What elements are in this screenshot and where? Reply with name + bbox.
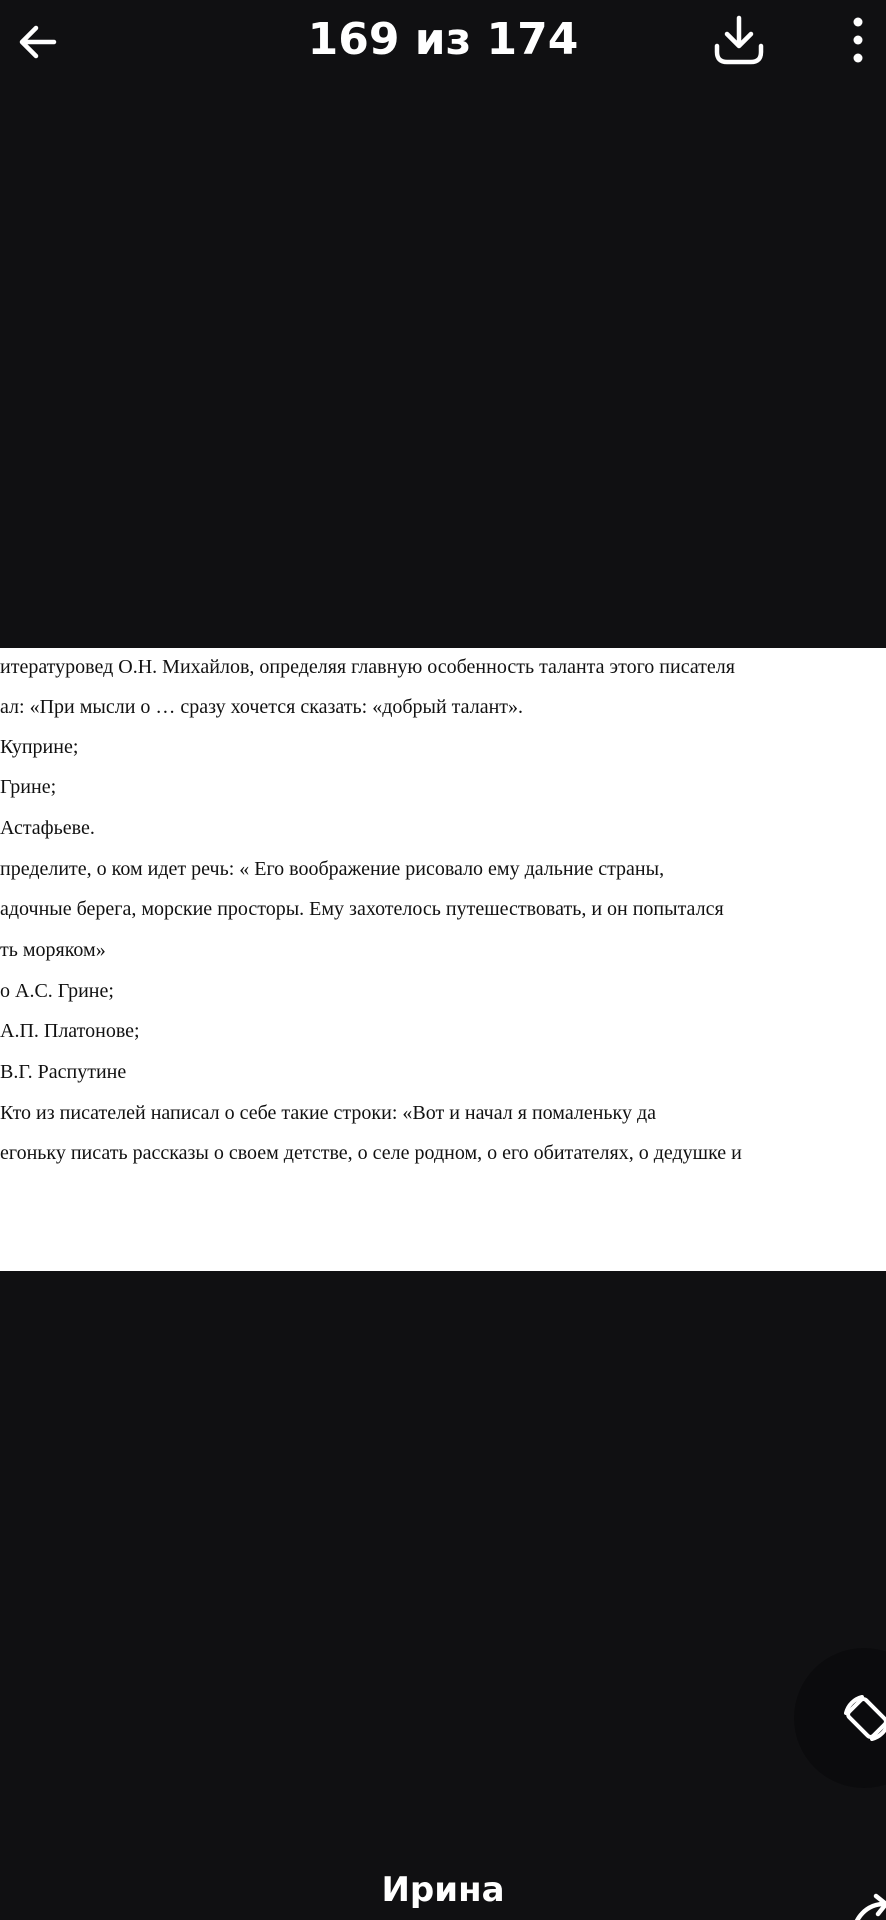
document-line: Астафьеве. (0, 817, 95, 839)
document-image (0, 648, 886, 1271)
document-line: Кто из писателей написал о себе такие строки: «Вот и начал я помаленьку да (0, 1102, 657, 1124)
arrow-left-icon (14, 18, 62, 66)
back-button[interactable] (10, 14, 66, 70)
document-line: о А.С. Грине; (0, 980, 114, 1002)
screen-rotation-icon (840, 1691, 886, 1745)
more-options-button[interactable] (836, 10, 880, 70)
rotate-button[interactable] (794, 1648, 886, 1788)
more-vertical-icon (850, 15, 866, 65)
document-line: В.Г. Распутине (0, 1061, 127, 1083)
download-icon (710, 12, 768, 70)
document-line: А.П. Платонове; (0, 1020, 140, 1042)
page-counter: 169 из 174 (307, 14, 579, 65)
document-line: адочные берега, морские просторы. Ему захотелось путешествовать, и он попытался (0, 898, 724, 920)
document-line: ал: «При мысли о … сразу хочется сказать: «добрый талант». (0, 696, 524, 718)
document-line: итературовед О.Н. Михайлов, определяя главную особенность таланта этого писателя (0, 656, 735, 678)
document-line: егоньку писать рассказы о своем детстве, о селе родном, о его обитателях, о дедушке и (0, 1142, 742, 1164)
sender-name: Ирина (381, 1870, 505, 1910)
document-line: пределите, о ком идет речь: « Его воображение рисовало ему дальние страны, (0, 858, 665, 880)
document-line: Грине; (0, 776, 57, 798)
top-bar (0, 0, 886, 80)
document-line: Куприне; (0, 736, 79, 758)
download-button[interactable] (706, 8, 772, 74)
reply-icon[interactable] (846, 1880, 886, 1920)
document-line: ть моряком» (0, 939, 106, 961)
